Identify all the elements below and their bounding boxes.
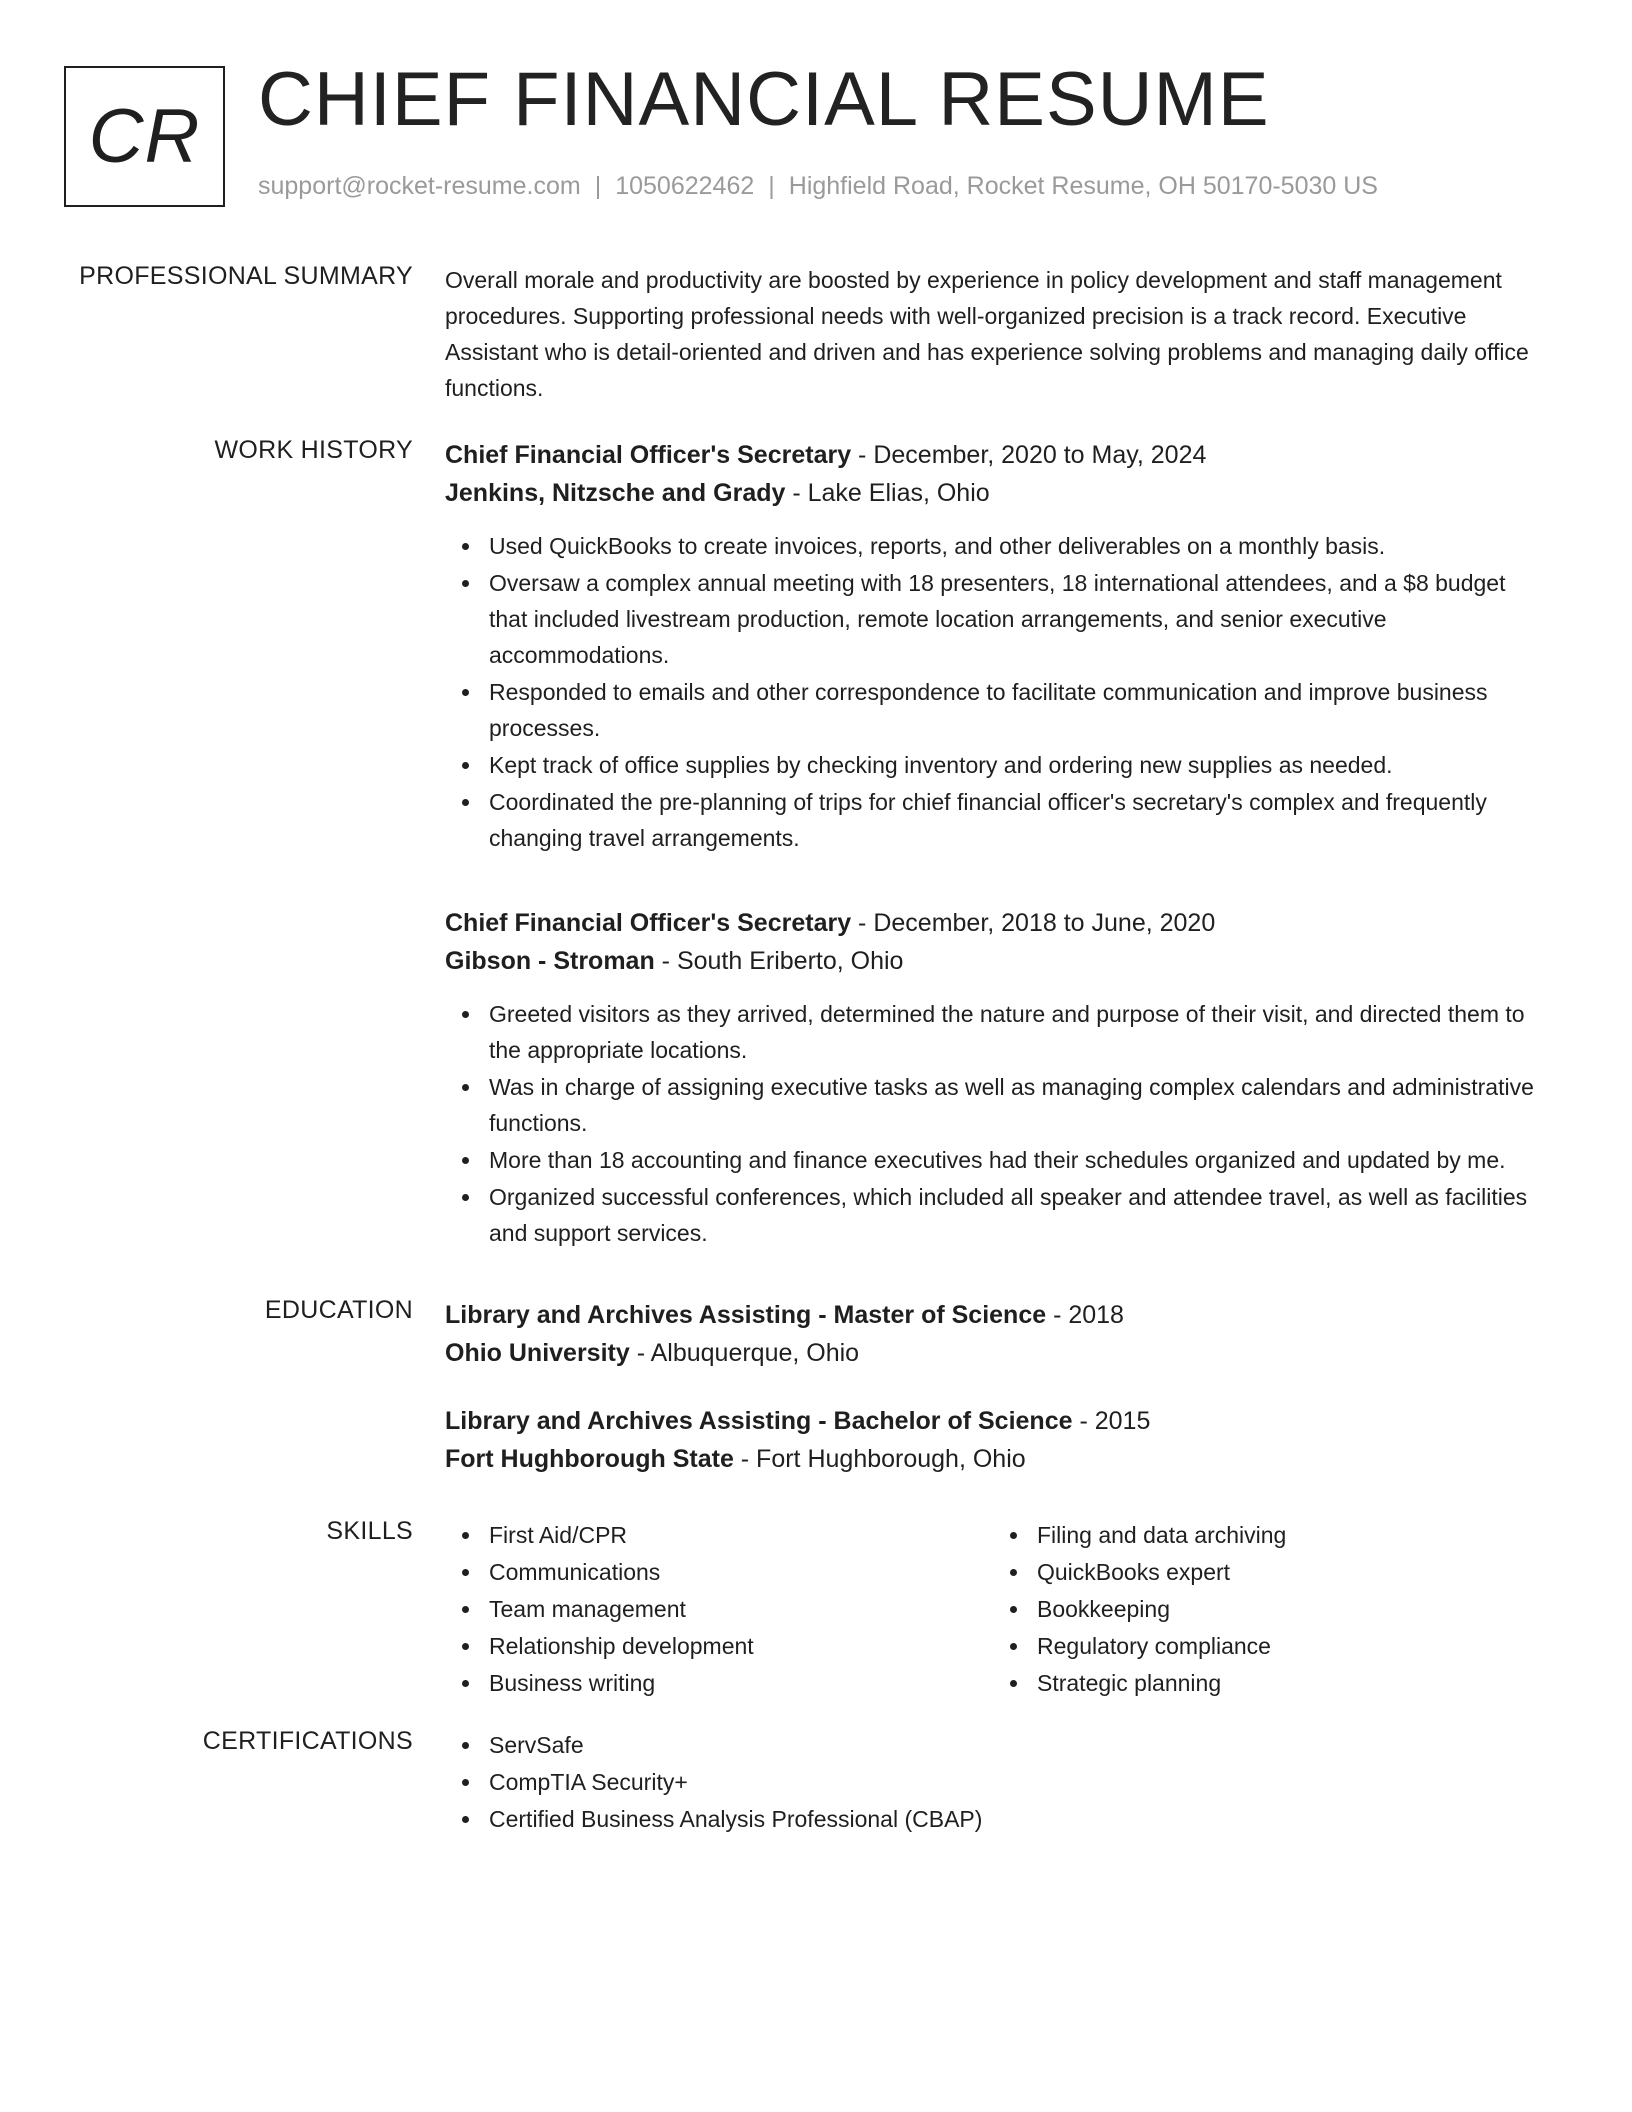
job-company-line	[445, 474, 1545, 512]
job-bullets	[445, 528, 1545, 856]
job-dates: - December, 2018 to June, 2020	[851, 909, 1216, 937]
job-location: - South Eriberto, Ohio	[654, 947, 904, 975]
job-company-line	[445, 942, 1545, 980]
resume-title: CHIEF FINANCIAL RESUME	[258, 57, 1270, 142]
list-item: More than 18 accounting and finance executives had their schedules organized and updated by me.	[489, 1142, 1545, 1178]
degree-year: - 2015	[1072, 1407, 1151, 1435]
list-item: Used QuickBooks to create invoices, reports, and other deliverables on a monthly basis.	[489, 528, 1545, 564]
job-title-line	[445, 436, 1545, 474]
summary-body	[445, 262, 1545, 406]
job-title-line	[445, 904, 1545, 942]
list-item: First Aid/CPR	[489, 1517, 993, 1553]
section-label-education: EDUCATION	[264, 1296, 413, 1324]
summary-text: Overall morale and productivity are boosted by experience in policy development and staff management procedures. Supporting professional needs with well-organized precision is a track record. Executive Assistant who is detail-oriented and driven and has experience solving problems and managing daily office functions.	[445, 267, 1529, 401]
certifications-list	[445, 1727, 1545, 1837]
list-item: Team management	[489, 1591, 993, 1627]
contact-separator: |	[768, 172, 775, 200]
list-item: Kept track of office supplies by checking inventory and ordering new supplies as needed.	[489, 747, 1545, 783]
list-item: Bookkeeping	[1037, 1591, 1541, 1627]
section-label-summary: PROFESSIONAL SUMMARY	[79, 262, 413, 290]
list-item: Was in charge of assigning executive tasks as well as managing complex calendars and administrative functions.	[489, 1069, 1545, 1141]
job-location: - Lake Elias, Ohio	[785, 479, 990, 507]
list-item: Responded to emails and other correspondence to facilitate communication and improve business processes.	[489, 674, 1545, 746]
section-label-work: WORK HISTORY	[214, 436, 413, 464]
job-company: Jenkins, Nitzsche and Grady	[445, 479, 786, 507]
section-label-certifications: CERTIFICATIONS	[202, 1727, 413, 1755]
section-label-skills: SKILLS	[326, 1517, 413, 1545]
contact-address: Highfield Road, Rocket Resume, OH 50170-5030 US	[788, 172, 1378, 200]
job-company: Gibson - Stroman	[445, 947, 655, 975]
degree: Library and Archives Assisting - Master of Science	[445, 1301, 1047, 1329]
skills-list-left	[445, 1517, 993, 1701]
list-item: Filing and data archiving	[1037, 1517, 1541, 1553]
job-title: Chief Financial Officer's Secretary	[445, 909, 852, 937]
school-location: - Albuquerque, Ohio	[629, 1339, 860, 1367]
job-entry	[445, 436, 1545, 856]
skills-body	[445, 1517, 1545, 1702]
job-title: Chief Financial Officer's Secretary	[445, 441, 852, 469]
job-bullets	[445, 996, 1545, 1251]
contact-email: support@rocket-resume.com	[258, 172, 581, 200]
list-item: Strategic planning	[1037, 1665, 1541, 1701]
degree-line	[445, 1296, 1545, 1334]
list-item: Oversaw a complex annual meeting with 18 presenters, 18 international attendees, and a $8 budget that included livestream production, remote location arrangements, and senior executive accommodations.	[489, 565, 1545, 673]
school-line	[445, 1440, 1545, 1478]
education-entry	[445, 1296, 1545, 1372]
job-entry	[445, 904, 1545, 1251]
school-line	[445, 1334, 1545, 1372]
skills-list-right	[993, 1517, 1541, 1701]
list-item: CompTIA Security+	[489, 1764, 1545, 1800]
school: Ohio University	[445, 1339, 630, 1367]
list-item: Coordinated the pre-planning of trips for chief financial officer's secretary's complex and frequently changing travel arrangements.	[489, 784, 1545, 856]
education-body	[445, 1296, 1545, 1478]
degree-year: - 2018	[1046, 1301, 1124, 1329]
skills-grid	[445, 1517, 1545, 1702]
list-item: Regulatory compliance	[1037, 1628, 1541, 1664]
skills-column-left	[445, 1517, 993, 1702]
list-item: Relationship development	[489, 1628, 993, 1664]
school: Fort Hughborough State	[445, 1445, 734, 1473]
degree: Library and Archives Assisting - Bachelor of Science	[445, 1407, 1073, 1435]
education-entry	[445, 1402, 1545, 1478]
contact-separator: |	[594, 172, 602, 200]
contact-line	[258, 172, 1378, 201]
job-dates: - December, 2020 to May, 2024	[851, 441, 1207, 469]
list-item: Business writing	[489, 1665, 993, 1701]
contact-phone: 1050622462	[615, 172, 755, 200]
list-item: ServSafe	[489, 1727, 1545, 1763]
certifications-body	[445, 1727, 1545, 1838]
list-item: Communications	[489, 1554, 993, 1590]
school-location: - Fort Hughborough, Ohio	[733, 1445, 1026, 1473]
monogram-box	[64, 66, 225, 207]
skills-column-right	[993, 1517, 1541, 1702]
list-item: Organized successful conferences, which included all speaker and attendee travel, as well as facilities and support services.	[489, 1179, 1545, 1251]
work-body	[445, 436, 1545, 1252]
list-item: Greeted visitors as they arrived, determined the nature and purpose of their visit, and directed them to the appropriate locations.	[489, 996, 1545, 1068]
degree-line	[445, 1402, 1545, 1440]
list-item: QuickBooks expert	[1037, 1554, 1541, 1590]
monogram-initials: CR	[88, 94, 201, 179]
list-item: Certified Business Analysis Professional (CBAP)	[489, 1801, 1545, 1837]
